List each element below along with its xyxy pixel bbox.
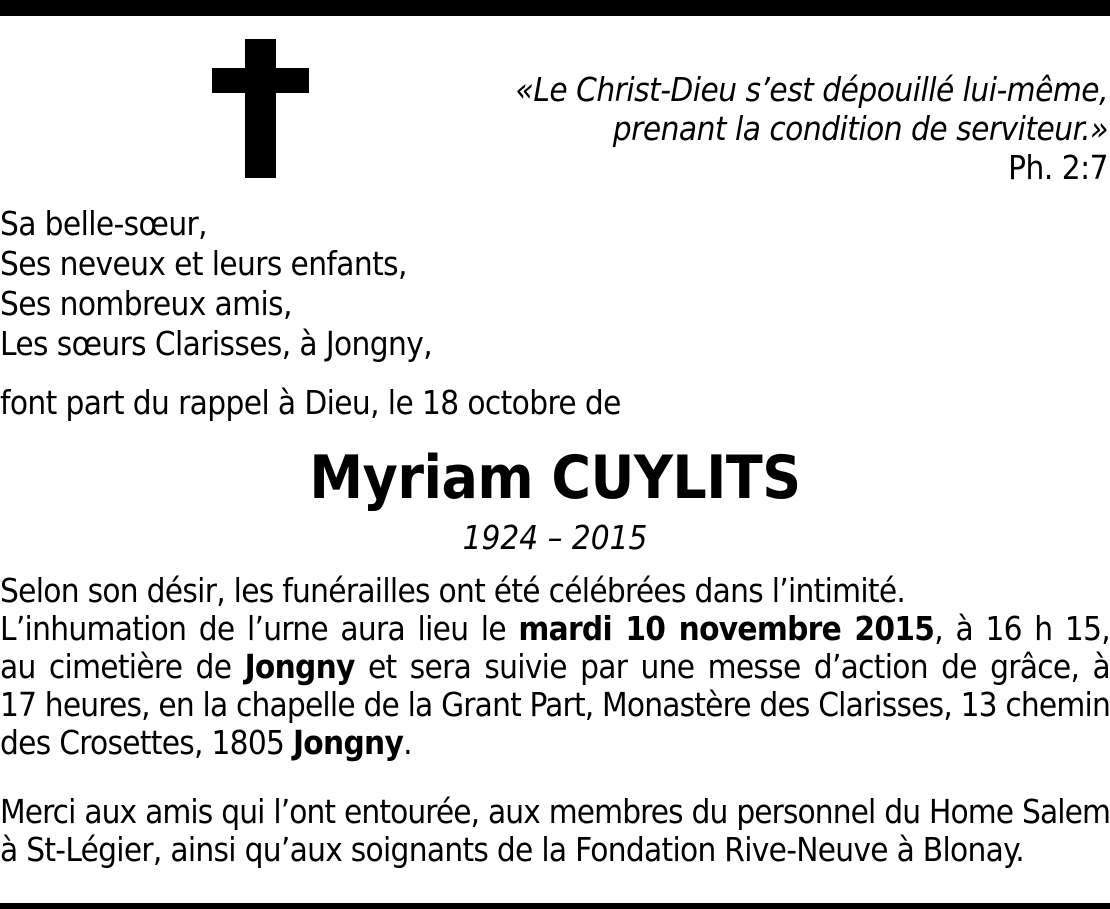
funeral-line-3-end: et sera suivie par une messe d’action de grâce, à	[354, 647, 1110, 686]
funeral-paragraph	[0, 572, 1110, 762]
funeral-line-5	[0, 724, 1110, 762]
funeral-line-4: 17 heures, en la chapelle de la Grant Part, Monastère des Clarisses, 13 chemin	[0, 685, 1110, 724]
funeral-line-2-start: L’inhumation de l’urne aura lieu le	[0, 609, 519, 648]
funeral-line-3	[0, 648, 1110, 686]
funeral-line-5-start: des Crosettes, 1805	[0, 723, 293, 762]
quote-line-2: prenant la condition de serviteur.»	[612, 109, 1108, 148]
chapel-town: Jongny	[292, 723, 404, 762]
thanks-line-1: Merci aux amis qui l’ont entourée, aux membres du personnel du Home Salem	[0, 792, 1110, 831]
bottom-border-rule	[0, 903, 1110, 909]
latin-cross-icon	[212, 39, 309, 178]
burial-date: mardi 10 novembre 2015	[518, 609, 935, 648]
funeral-line-1: Selon son désir, les funérailles ont été célébrées dans l’intimité.	[0, 571, 906, 610]
family-line: Ses neveux et leurs enfants,	[0, 244, 407, 283]
thanks-line-2: à St-Légier, ainsi qu’aux soignants de la Fondation Rive-Neuve à Blonay.	[0, 830, 1024, 869]
cross-vertical-bar	[245, 39, 276, 178]
burial-place: Jongny	[244, 647, 355, 686]
family-line: Ses nombreux amis,	[0, 284, 292, 323]
funeral-line-2-end: , à 16 h 15,	[934, 609, 1110, 648]
family-line: Les sœurs Clarisses, à Jongny,	[0, 324, 433, 363]
quote-line-1: «Le Christ-Dieu s’est dépouillé lui-même,	[515, 70, 1108, 109]
quote-reference: Ph. 2:7	[1008, 148, 1108, 187]
life-years: 1924 – 2015	[462, 518, 648, 557]
bible-quote	[408, 70, 1108, 187]
family-list	[0, 204, 1110, 364]
funeral-line-3-start: au cimetière de	[0, 647, 245, 686]
family-line: Sa belle-sœur,	[0, 204, 207, 243]
top-border-rule	[0, 0, 1110, 16]
funeral-line-2	[0, 610, 1110, 648]
deceased-name: Myriam CUYLITS	[309, 443, 801, 513]
funeral-line-5-end: .	[403, 723, 412, 762]
thanks-paragraph	[0, 793, 1110, 869]
cross-horizontal-bar	[212, 68, 309, 93]
announcement-text: font part du rappel à Dieu, le 18 octobre de	[0, 383, 621, 422]
